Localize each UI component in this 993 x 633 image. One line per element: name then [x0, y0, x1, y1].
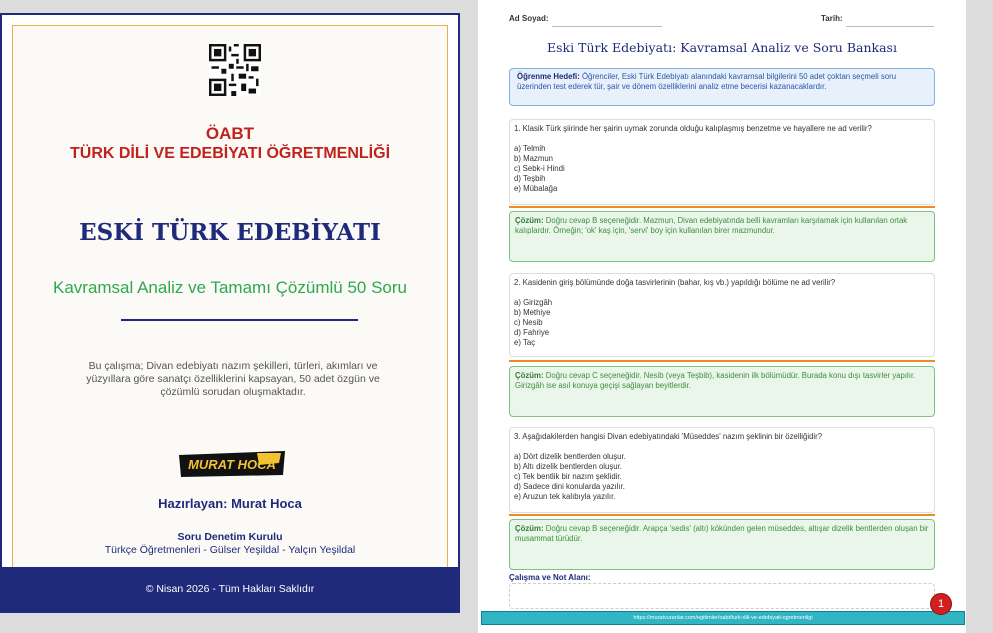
- date-label: Tarih:: [821, 14, 843, 23]
- prepared-by: Hazırlayan: Murat Hoca: [158, 496, 302, 511]
- copyright-text: © Nisan 2026 - Tüm Hakları Saklıdır: [145, 583, 315, 595]
- option: c) Sebk-i Hindi: [514, 164, 565, 173]
- solution-text: Doğru cevap B seçeneğidir. Mazmun, Divan edebiyatında belli kavramları karşılamak için kullanılan ortak kalıplardır. Örneğin; 'ok' kaş için, 'servi' boy için kullanılan birer mazmundur.: [515, 216, 908, 235]
- option: d) Fahriye: [514, 328, 550, 337]
- url-text[interactable]: https://muratvuranlar.com/egitimler/oabt/turk-dili-ve-edebiyati-ogretmenligi: [633, 615, 813, 621]
- book-title: ESKİ TÜRK EDEBİYATI: [79, 219, 381, 246]
- murat-hoca-logo: [177, 449, 287, 479]
- book-subtitle: Kavramsal Analiz ve Tamamı Çözümlü 50 Soru: [52, 278, 407, 297]
- option: c) Tek bentlik bir nazım şeklidir.: [514, 472, 622, 481]
- solution-text: Doğru cevap B seçeneğidir. Arapça 'sedis' (altı) kökünden gelen müseddes, altışar dizelik bentlerden oluşan bir musammat türüdür.: [515, 524, 929, 543]
- solution-box: [509, 211, 935, 262]
- page-number-badge: 1: [930, 593, 952, 615]
- cover-page: [0, 13, 460, 613]
- review-board-title: Soru Denetim Kurulu: [177, 531, 283, 543]
- option: e) Taç: [514, 338, 536, 347]
- url-bar[interactable]: [481, 611, 965, 625]
- name-label: Ad Soyad:: [509, 14, 549, 23]
- logo-text: MURAT HOCA: [188, 457, 276, 472]
- notes-area[interactable]: [509, 583, 935, 609]
- solution-label: Çözüm:: [515, 371, 544, 380]
- qr-code-icon: [209, 44, 261, 96]
- question-card: [509, 427, 935, 513]
- option: e) Aruzun tek kalıbıyla yazılır.: [514, 492, 616, 501]
- question-divider: [509, 514, 935, 516]
- question-stem: 2. Kasidenin giriş bölümünde doğa tasvirlerinin (bahar, kış vb.) yapıldığı bölüme ne ad verilir?: [514, 278, 836, 287]
- solution-box: [509, 366, 935, 417]
- option: b) Altı dizelik bentlerden oluşur.: [514, 462, 622, 471]
- worksheet-page: [478, 0, 966, 633]
- option: d) Sadece dini konularda yazılır.: [514, 482, 625, 491]
- question-stem: 3. Aşağıdakilerden hangisi Divan edebiyatındaki 'Müseddes' nazım şeklinin bir özelliğidir?: [514, 432, 823, 441]
- review-board-members: Türkçe Öğretmenleri - Gülser Yeşildal - Yalçın Yeşildal: [104, 544, 356, 556]
- book-description: Bu çalışma; Divan edebiyatı nazım şekilleri, türleri, akımları ve yüzyıllara göre sanatçı özelliklerini kapsayan, 50 adet özgün ve çözümlü sorudan oluşmaktadır.: [86, 360, 380, 398]
- option: d) Teşbih: [514, 174, 546, 183]
- question-card: [509, 273, 935, 357]
- option: e) Mübalağa: [514, 184, 558, 193]
- learning-goal-box: [509, 68, 935, 106]
- name-line: [552, 26, 662, 27]
- cover-footer: [2, 567, 458, 611]
- learning-goal-text: Öğrenciler, Eski Türk Edebiyatı alanındaki kavramsal bilgilerini 50 adet çoktan seçmeli soru üzerinden test ederek tür, şair ve dönem özelliklerini analiz etme becerisi kazanacaklardır.: [517, 72, 897, 91]
- title-divider: [121, 319, 358, 321]
- option: c) Nesib: [514, 318, 543, 327]
- question-divider: [509, 206, 935, 208]
- worksheet-title: Eski Türk Edebiyatı: Kavramsal Analiz ve Soru Bankası: [547, 40, 897, 55]
- question-card: [509, 119, 935, 205]
- option: a) Girizgâh: [514, 298, 553, 307]
- option: a) Dört dizelik bentlerden oluşur.: [514, 452, 626, 461]
- solution-label: Çözüm:: [515, 216, 544, 225]
- solution-label: Çözüm:: [515, 524, 544, 533]
- learning-goal-label: Öğrenme Hedefi:: [517, 72, 580, 81]
- question-stem: 1. Klasik Türk şiirinde her şairin uymak zorunda olduğu kalıplaşmış benzetme ve hayallere ne ad verilir?: [514, 124, 872, 133]
- solution-box: [509, 519, 935, 570]
- option: a) Telmih: [514, 144, 546, 153]
- cover-frame: [12, 25, 448, 580]
- date-line: [846, 26, 934, 27]
- option: b) Mazmun: [514, 154, 553, 163]
- exam-name: ÖABT: [205, 124, 255, 143]
- solution-text: Doğru cevap C seçeneğidir. Nesib (veya Teşbib), kasidenin ilk bölümüdür. Burada konu dışı tasvirler yapılır. Girizgâh ise asıl konuya geçişi sağlayan beyitlerdir.: [515, 371, 916, 390]
- notes-label: Çalışma ve Not Alanı:: [509, 573, 591, 582]
- question-divider: [509, 360, 935, 362]
- department-name: TÜRK DİLİ VE EDEBİYATI ÖĞRETMENLİĞİ: [69, 145, 391, 162]
- option: b) Methiye: [514, 308, 551, 317]
